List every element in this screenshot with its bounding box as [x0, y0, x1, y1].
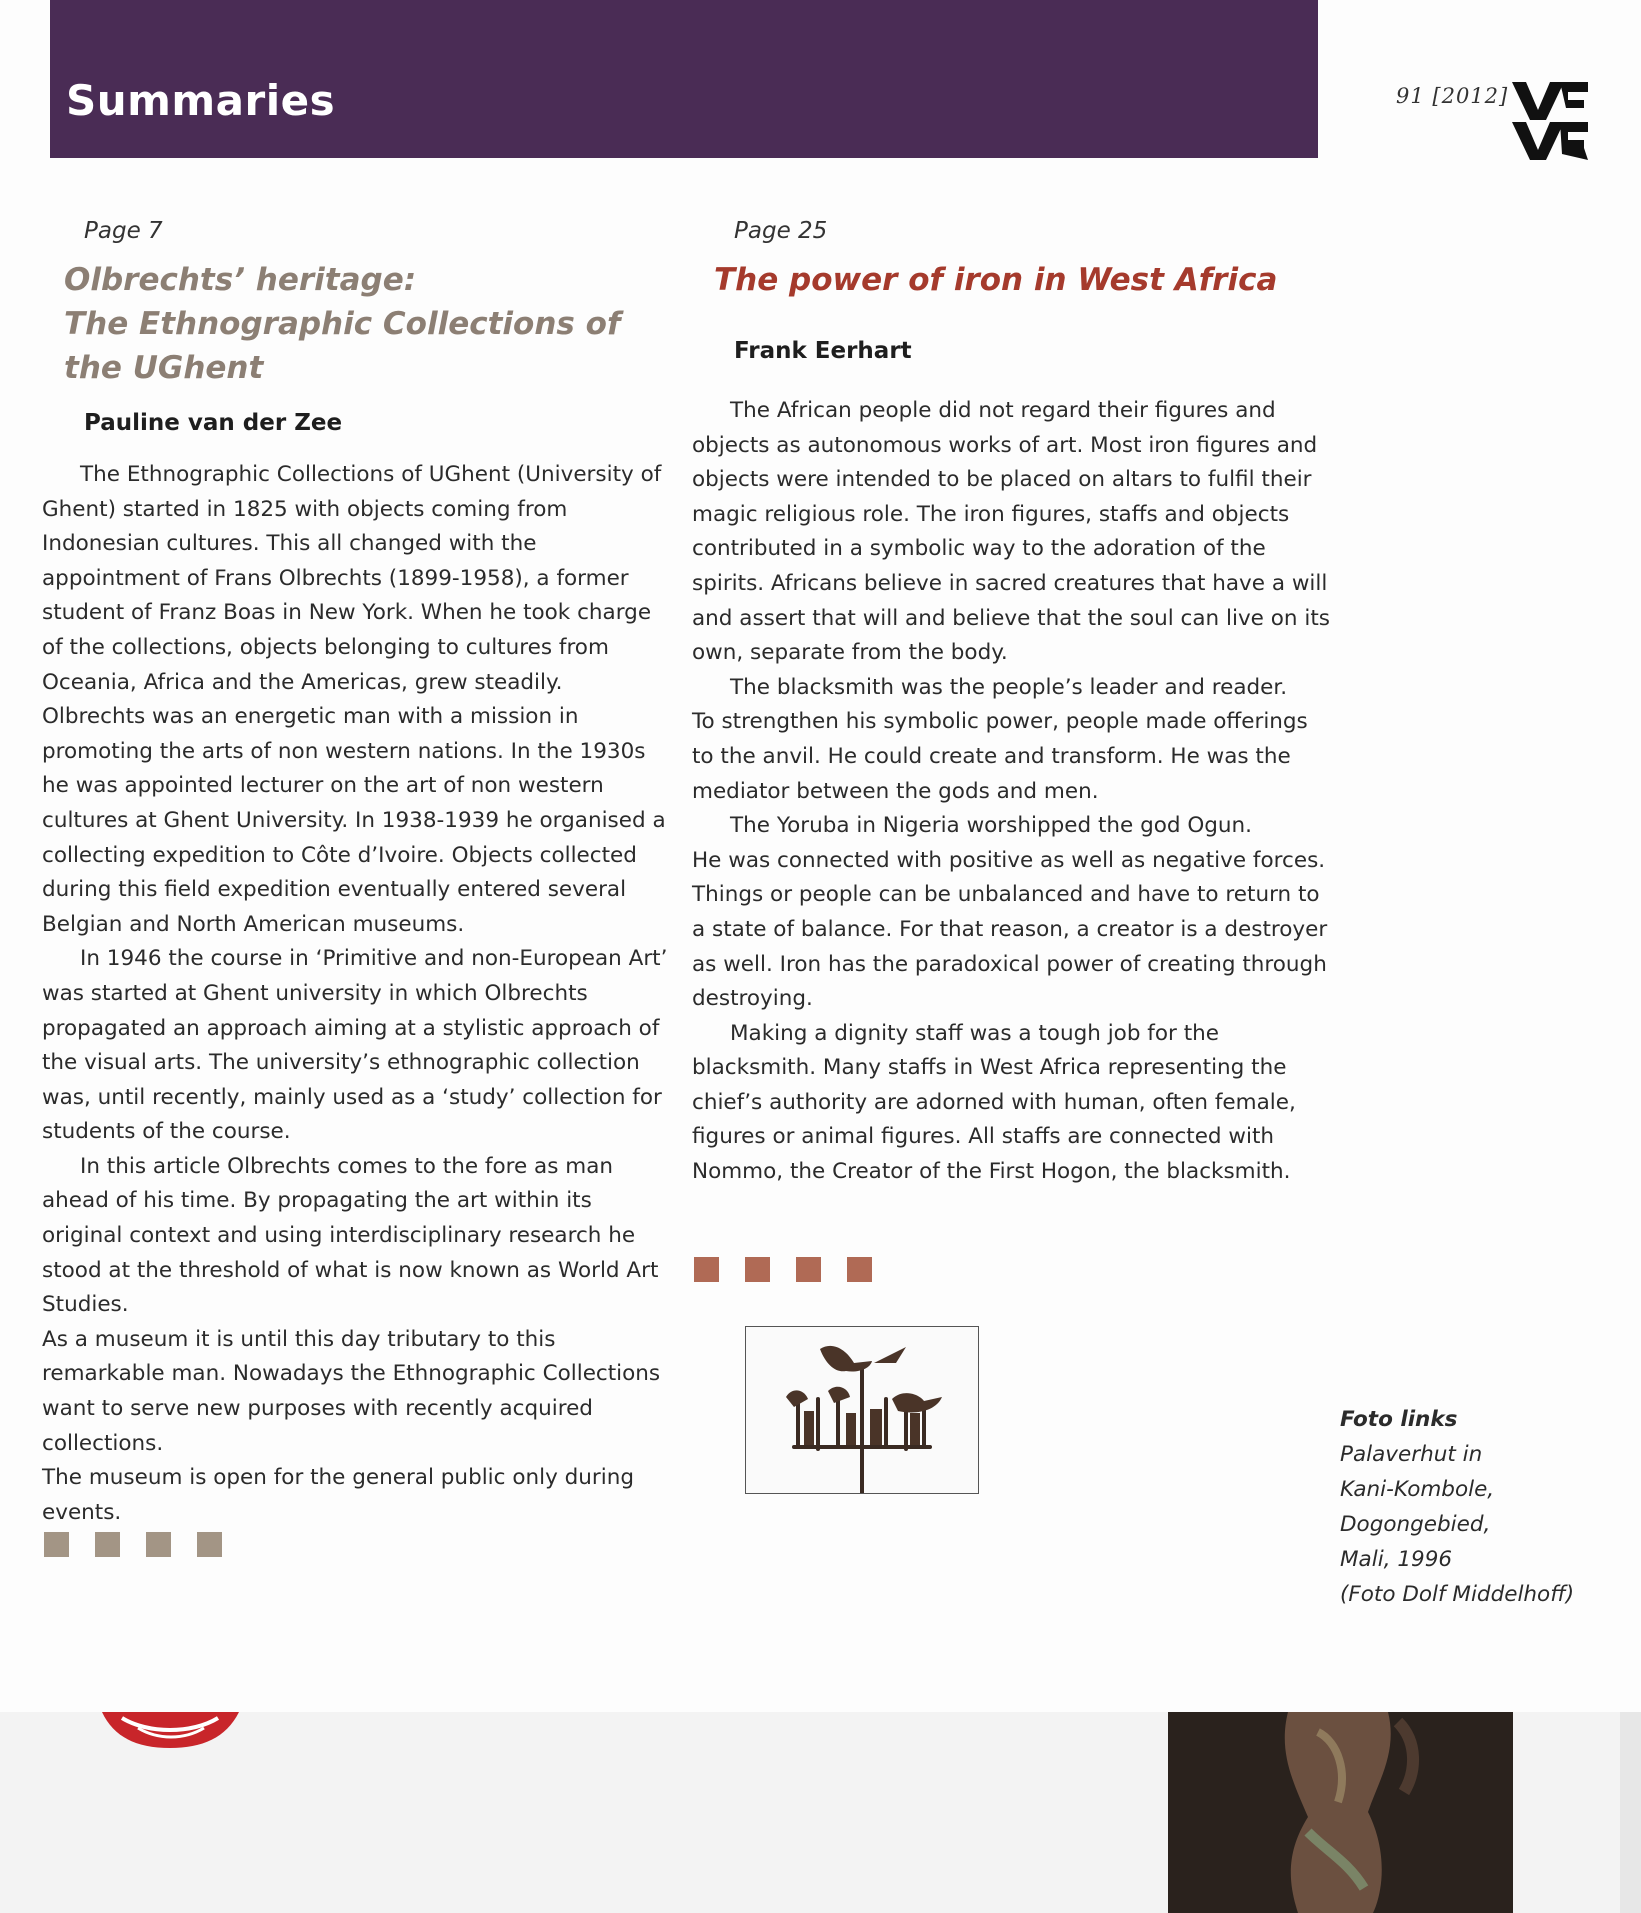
section-end-squares	[44, 1532, 222, 1557]
decorative-square	[796, 1257, 821, 1282]
right-article	[692, 218, 1332, 1190]
decorative-square	[197, 1532, 222, 1557]
iron-staff-sculpture-icon	[746, 1327, 978, 1493]
body-paragraph: The blacksmith was the people’s leader and reader.	[730, 674, 1288, 700]
section-title: Summaries	[66, 76, 336, 125]
body-paragraph: Making a dignity staff was a tough job for the blacksmith. Many staffs in West Africa representing the chief’s authority are adorned with human, often female, figures or animal figures. All staffs are connected with Nommo, the Creator of the First Hogon, the blacksmith.	[692, 1020, 1296, 1185]
vwe-logo-icon	[1510, 78, 1588, 160]
article-title: The power of iron in West Africa	[714, 262, 1278, 298]
body-paragraph: The African people did not regard their figures and objects as autonomous works of art. Most iron figures and objects were intended to be placed on altars to fulfil their magic religious role. The iron figures, staffs and objects contributed in a symbolic way to the adoration of the spirits. Africans believe in sacred creatures that have a will and assert that will and believe that the soul can live on its own, separate from the body.	[692, 398, 1330, 666]
body-paragraph: To strengthen his symbolic power, people made offerings to the anvil. He could create and transform. He was the mediator between the gods and men.	[692, 709, 1308, 804]
body-paragraph: The Yoruba in Nigeria worshipped the god Ogun.	[730, 813, 1253, 839]
caption-line: Dogongebied,	[1340, 1512, 1491, 1537]
body-paragraph: As a museum it is until this day tributary to this remarkable man. Nowadays the Ethnographic Collections want to serve new purposes with recently acquired collections.	[42, 1326, 661, 1456]
caption-line: Kani-Kombole,	[1340, 1477, 1495, 1502]
article-body	[42, 458, 672, 1530]
decorative-square	[146, 1532, 171, 1557]
issue-number: 91 [2012]	[1396, 84, 1509, 108]
body-paragraph: In 1946 the course in ‘Primitive and non-European Art’ was started at Ghent university in which Olbrechts propagated an approach aiming at a stylistic approach of the visual arts. The university’s ethnographic collection was, until recently, mainly used as a ‘study’ collection for students of the course.	[42, 946, 668, 1145]
decorative-square	[95, 1532, 120, 1557]
caption-line: Palaverhut in	[1340, 1442, 1483, 1467]
caption-heading: Foto links	[1340, 1407, 1458, 1432]
article-title	[64, 258, 672, 390]
header-band	[50, 0, 1318, 158]
body-paragraph: In this article Olbrechts comes to the fore as man ahead of his time. By propagating the art within its original context and using interdisciplinary research he stood at the threshold of what is now known as World Art Studies.	[42, 1153, 659, 1318]
decorative-square	[694, 1257, 719, 1282]
page-reference: Page 7	[84, 218, 163, 244]
section-end-squares	[694, 1257, 872, 1282]
caption-line: Mali, 1996	[1340, 1547, 1453, 1572]
page-edge	[1620, 1712, 1641, 1913]
decorative-square	[745, 1257, 770, 1282]
body-paragraph: The Ethnographic Collections of UGhent (University of Ghent) started in 1825 with objects coming from Indonesian cultures. This all changed with the appointment of Frans Olbrechts (1899-1958), a former student of Franz Boas in New York. When he took charge of the collections, objects belonging to cultures from Oceania, Africa and the Americas, grew steadily. Olbrechts was an energetic man with a mission in promoting the arts of non western nations. In the 1930s he was appointed lecturer on the art of non western cultures at Ghent University. In 1938-1939 he organised a collecting expedition to Côte d’Ivoire. Objects collected during this field expedition eventually entered several Belgian and North American museums.	[42, 462, 666, 937]
article-title-line: The Ethnographic Collections of	[64, 306, 621, 342]
bronze-figure-photo-icon	[1168, 1712, 1513, 1913]
photo-caption	[1340, 1402, 1600, 1612]
photo-frame	[745, 1326, 979, 1494]
decorative-square	[847, 1257, 872, 1282]
left-article	[42, 218, 672, 1530]
decorative-square	[44, 1532, 69, 1557]
body-paragraph: The museum is open for the general public only during events.	[42, 1465, 634, 1525]
article-title-line: the UGhent	[64, 350, 264, 386]
body-paragraph: He was connected with positive as well as negative forces. Things or people can be unbalanced and have to return to a state of balance. For that reason, a creator is a destroyer as well. Iron has the paradoxical power of creating through destroying.	[692, 847, 1328, 1012]
caption-line: (Foto Dolf Middelhoff)	[1340, 1582, 1575, 1607]
article-body	[692, 394, 1332, 1190]
article-title-line: Olbrechts’ heritage:	[64, 262, 417, 298]
red-seal-emblem-icon	[98, 1712, 243, 1748]
article-author: Frank Eerhart	[734, 338, 912, 364]
page-reference: Page 25	[734, 218, 828, 244]
article-author: Pauline van der Zee	[84, 410, 343, 436]
